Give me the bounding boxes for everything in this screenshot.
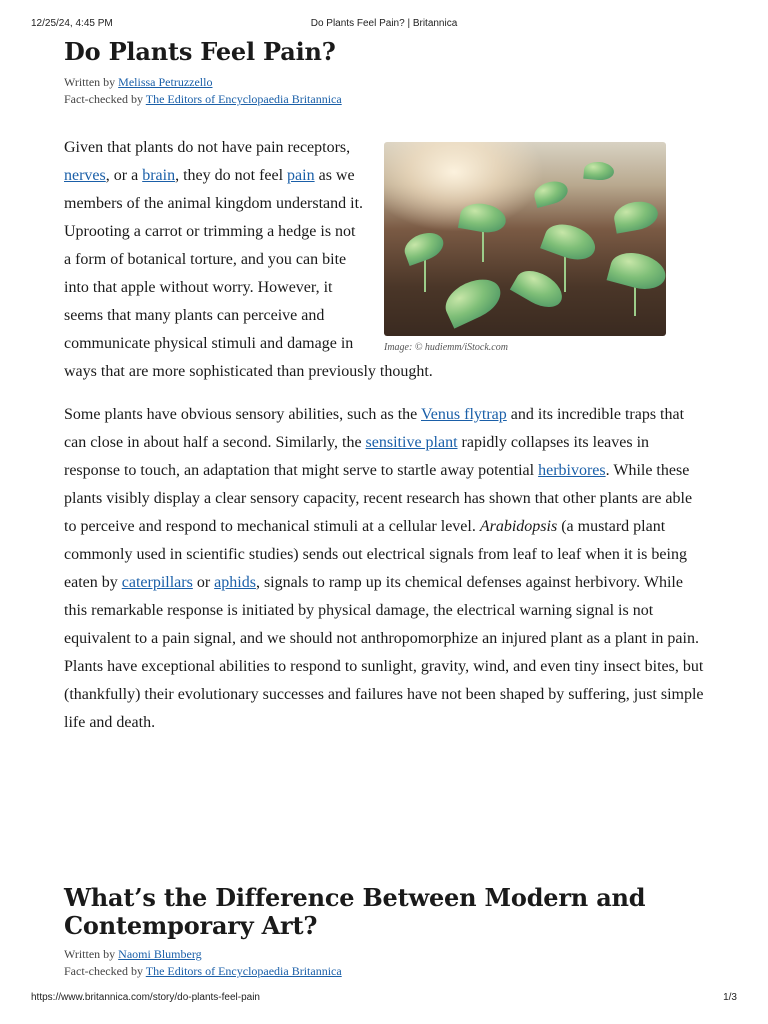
author-line: [64, 74, 704, 91]
link-venus-flytrap[interactable]: Venus flytrap: [421, 406, 507, 423]
fact-check-line: [64, 963, 704, 980]
text: or: [192, 574, 215, 591]
fact-checker-link[interactable]: The Editors of Encyclopaedia Britannica: [145, 92, 342, 106]
text: , they do not feel: [175, 167, 288, 184]
text: Some plants have obvious sensory abilities, such as the: [64, 406, 421, 423]
author-line: [64, 946, 704, 963]
text: and its incredible traps that can close in about half a second. Similarly, the: [64, 406, 685, 451]
byline: [64, 74, 704, 108]
fact-check-line: [64, 91, 704, 108]
text: (a mustard plant commonly used in scientific studies) sends out electrical signals from leaf to leaf when it is being eaten by: [64, 518, 687, 591]
print-footer: [0, 992, 768, 1006]
fact-checked-label: Fact-checked by: [64, 92, 143, 106]
paragraph-sensory: [64, 401, 704, 737]
fact-checker-link[interactable]: The Editors of Encyclopaedia Britannica: [145, 964, 342, 978]
text: , signals to ramp up its chemical defenses against herbivory. While this remarkable response is initiated by physical damage, the electrical warning signal is not equivalent to a pain signal, and we should not anthropomorphize an injured plant as a plant in pain. Plants have exceptional abilities to respond to sunlight, gravity, wind, and even tiny insect bites, but (thankfully) their evolutionary successes and failures have not been shaped by suffering, just simple life and death.: [64, 574, 704, 731]
link-pain[interactable]: pain: [287, 167, 315, 184]
page-number: 1/3: [723, 992, 737, 1003]
link-brain[interactable]: brain: [142, 167, 176, 184]
image-caption: Image: © hudiemm/iStock.com: [384, 342, 508, 353]
written-by-label: Written by: [64, 75, 116, 89]
article-figure: [384, 142, 666, 355]
article-title: What’s the Difference Between Modern and Contemporary Art?: [64, 883, 646, 940]
byline: [64, 946, 704, 980]
link-herbivores[interactable]: herbivores: [538, 462, 606, 479]
paragraph-intro: [64, 134, 704, 386]
link-aphids[interactable]: aphids: [214, 574, 256, 591]
seedlings-photo: [384, 142, 666, 336]
text: Given that plants do not have pain receptors,: [64, 139, 351, 156]
author-link[interactable]: Melissa Petruzzello: [118, 75, 213, 89]
written-by-label: Written by: [64, 947, 116, 961]
print-page-title: Do Plants Feel Pain? | Britannica: [310, 18, 458, 29]
text: as we members of the animal kingdom understand it. Uprooting a carrot or trimming a hedge is not a form of botanical torture, and you can bite into that apple without worry. However, it seems that many plants can perceive and communicate physical stimuli and damage in ways that are more sophisticated than previously thought.: [64, 167, 433, 380]
fact-checked-label: Fact-checked by: [64, 964, 143, 978]
text: , or a: [105, 167, 143, 184]
author-link[interactable]: Naomi Blumberg: [118, 947, 202, 961]
link-sensitive-plant[interactable]: sensitive plant: [365, 434, 458, 451]
article-do-plants-feel-pain: [64, 38, 704, 737]
print-url: https://www.britannica.com/story/do-plants-feel-pain: [31, 992, 260, 1003]
italic-arabidopsis: Arabidopsis: [479, 518, 558, 535]
text: rapidly collapses its leaves in response to touch, an adaptation that might serve to startle away potential: [64, 434, 650, 479]
link-nerves[interactable]: nerves: [64, 167, 106, 184]
print-date: 12/25/24, 4:45 PM: [31, 18, 113, 29]
text: . While these plants visibly display a clear sensory capacity, recent research has shown that other plants are able to perceive and respond to mechanical stimuli at a cellular level.: [64, 462, 693, 535]
link-caterpillars[interactable]: caterpillars: [121, 574, 193, 591]
article-title: Do Plants Feel Pain?: [64, 37, 336, 66]
article-modern-vs-contemporary-art: [64, 884, 704, 980]
print-header: [0, 18, 768, 32]
